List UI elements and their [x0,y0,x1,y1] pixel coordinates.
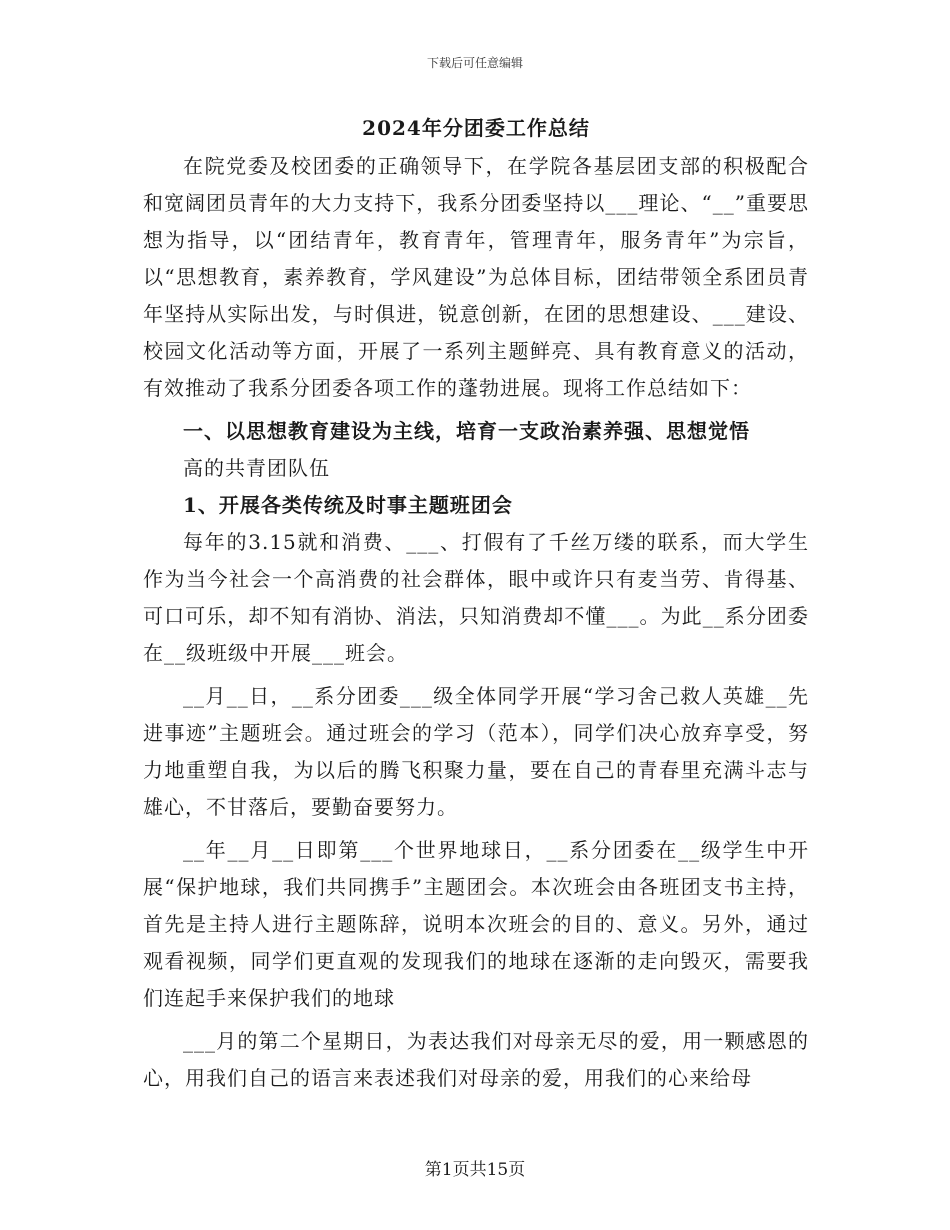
subsection-heading-1: 1、开展各类传统及时事主题班团会 [183,493,513,517]
intro-paragraph: 在院党委及校团委的正确领导下，在学院各基层团支部的积极配合和宽阔团员青年的大力支持下，我系分团委坚持以___理论、“__”重要思想为指导，以“团结青年，教育青年，管理青年，服务青年”为宗旨，以“思想教育，素养教育，学风建设”为总体目标，团结带领全系团员青年坚持从实际出发，与时俱进，锐意创新，在团的思想建设、___建设、校园文化活动等方面，开展了一系列主题鲜亮、具有教育意义的活动，有效推动了我系分团委各项工作的蓬勃进展。现将工作总结如下： [143,154,809,400]
page-number-footer: 第1页共15页 [424,1160,526,1180]
document-body [143,110,809,1097]
body-paragraph: __年__月__日即第___个世界地球日，__系分团委在__级学生中开展“保护地球，我们共同携手”主题团会。本次班会由各班团支书主持，首先是主持人进行主题陈辞，说明本次班会的目的、意义。另外，通过观看视频，同学们更直观的发现我们的地球在逐渐的走向毁灭，需要我们连起手来保护我们的地球 [143,838,809,1010]
section-heading-1: 一、以思想教育建设为主线，培育一支政治素养强、思想觉悟 [183,419,750,443]
document-title: 2024年分团委工作总结 [362,116,590,140]
body-paragraph: 每年的3.15就和消费、___、打假有了千丝万缕的联系，而大学生作为当今社会一个高消费的社会群体，眼中或许只有麦当劳、肯得基、可口可乐，却不知有消协、消法，只知消费却不懂___。为此__系分团委在__级班级中开展___班会。 [143,530,809,665]
header-note: 下载后可任意编辑 [426,56,523,70]
body-paragraph: ___月的第二个星期日，为表达我们对母亲无尽的爱，用一颗感恩的心，用我们自己的语言来表述我们对母亲的爱，用我们的心来给母 [143,1029,809,1090]
section-heading-1-continuation: 高的共青团队伍 [183,456,330,480]
body-paragraph: __月__日，__系分团委___级全体同学开展“学习舍己救人英雄__先进事迹”主题班会。通过班会的学习（范本），同学们决心放弃享受，努力地重塑自我，为以后的腾飞积聚力量，要在自己的青春里充满斗志与雄心，不甘落后，要勤奋要努力。 [143,684,809,819]
